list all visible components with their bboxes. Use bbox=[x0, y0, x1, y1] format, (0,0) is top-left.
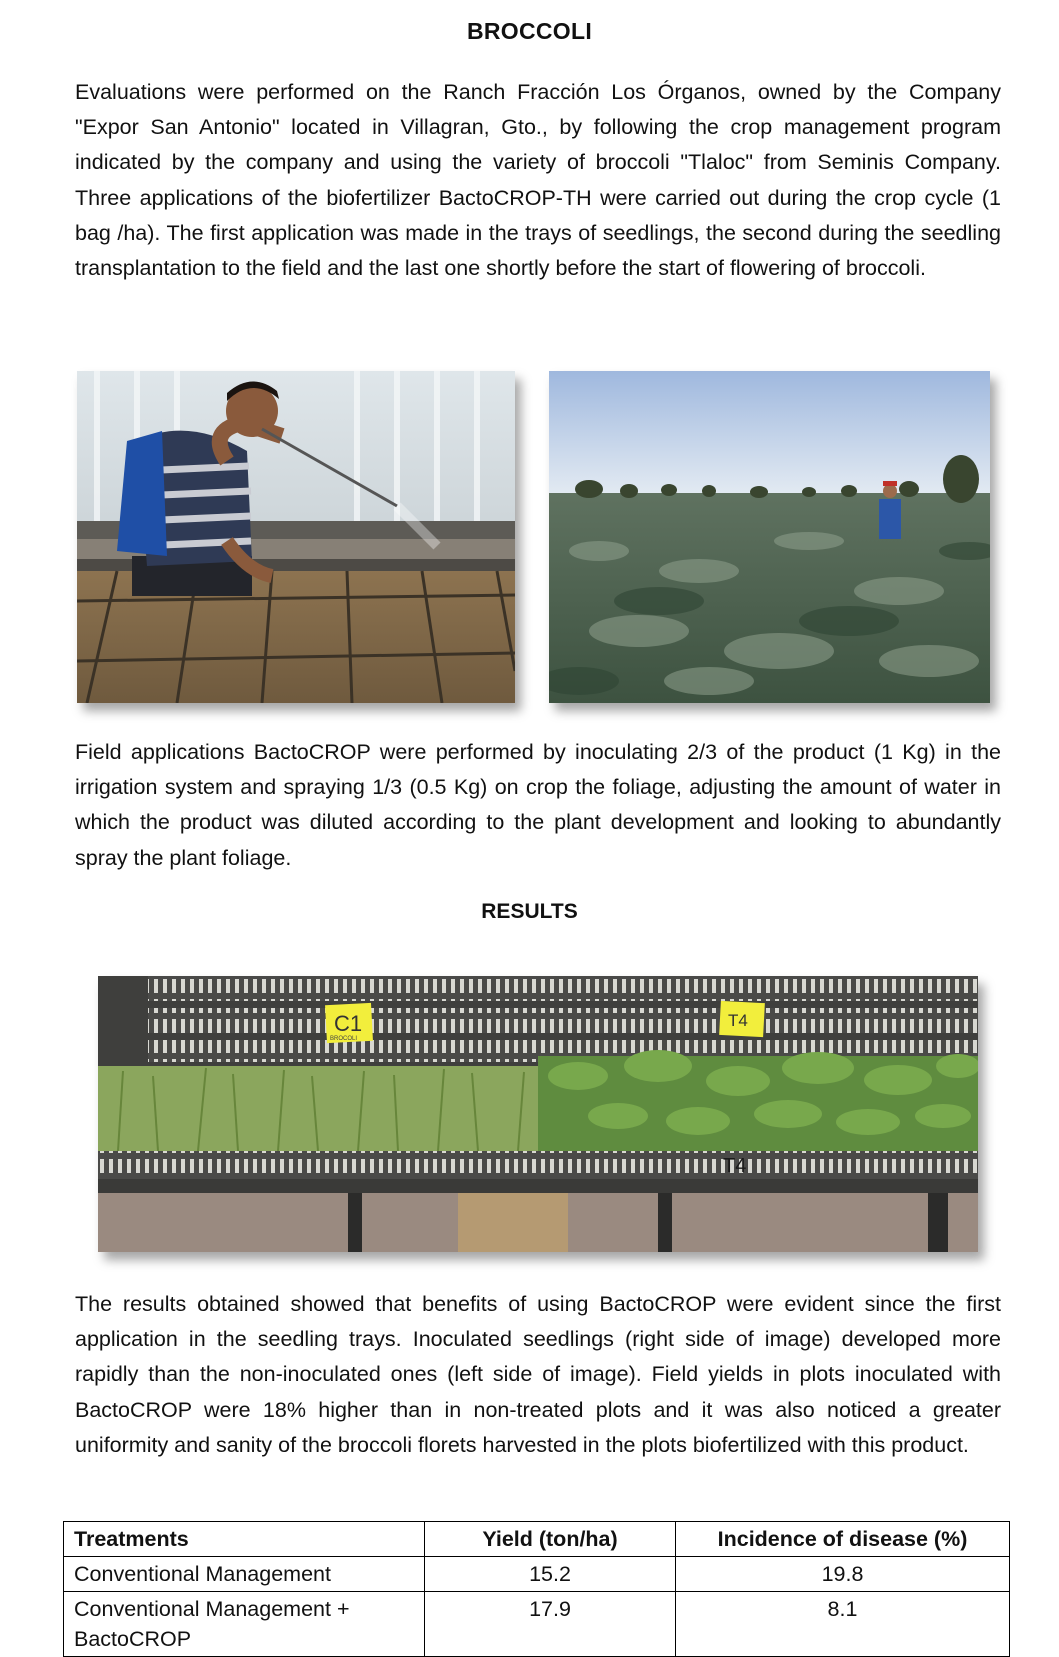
yield-cell: 17.9 bbox=[425, 1592, 676, 1657]
seedling-trays-photo bbox=[98, 976, 978, 1252]
header-yield: Yield (ton/ha) bbox=[425, 1522, 676, 1557]
tray-left-tag-sub: BROCOLI bbox=[330, 1036, 358, 1042]
disease-cell: 8.1 bbox=[676, 1592, 1010, 1657]
treatment-cell: Conventional Management + BactoCROP bbox=[64, 1592, 425, 1657]
results-paragraph: The results obtained showed that benefits of using BactoCROP were evident since the first application in the seedling trays. Inoculated seedlings (right side of image) developed more rapidly than the non-inoculated ones (left side of image). Field yields in plots inoculated with BactoCROP were 18% higher than in non-treated plots and it was also noticed a greater uniformity and sanity of the broccoli florets harvested in the plots biofertilized with this product. bbox=[75, 1292, 1001, 1457]
tray-front-mark: T4 bbox=[723, 1155, 747, 1177]
table-header-row bbox=[64, 1522, 1010, 1557]
tray-left-tag: C1 bbox=[334, 1011, 363, 1036]
field-spraying-photo bbox=[549, 371, 990, 703]
header-disease: Incidence of disease (%) bbox=[676, 1522, 1010, 1557]
disease-cell: 19.8 bbox=[676, 1557, 1010, 1592]
table-row bbox=[64, 1592, 1010, 1657]
intro-paragraph: Evaluations were performed on the Ranch Fracción Los Órganos, owned by the Company "Expor San Antonio" located in Villagran, Gto., by following the crop management program indicated by the company and using the variety of broccoli "Tlaloc" from Seminis Company. Three applications of the biofertilizer BactoCROP-TH were carried out during the crop cycle (1 bag /ha). The first application was made in the trays of seedlings, the second during the seedling transplantation to the field and the last one shortly before the start of flowering of broccoli. bbox=[75, 80, 1001, 281]
greenhouse-spraying-photo bbox=[77, 371, 515, 703]
yield-cell: 15.2 bbox=[425, 1557, 676, 1592]
application-paragraph: Field applications BactoCROP were performed by inoculating 2/3 of the product (1 Kg) in the irrigation system and spraying 1/3 (0.5 Kg) on crop the foliage, adjusting the amount of water in which the product was diluted according to the plant development and looking to abundantly spray the plant foliage. bbox=[75, 740, 1001, 870]
tray-right-tag: T4 bbox=[728, 1011, 748, 1030]
page-title: BROCCOLI bbox=[466, 18, 593, 44]
results-heading: RESULTS bbox=[481, 900, 578, 923]
header-treatments: Treatments bbox=[64, 1522, 425, 1557]
treatment-cell: Conventional Management bbox=[64, 1557, 425, 1592]
table-row bbox=[64, 1557, 1010, 1592]
results-table bbox=[63, 1521, 1010, 1657]
